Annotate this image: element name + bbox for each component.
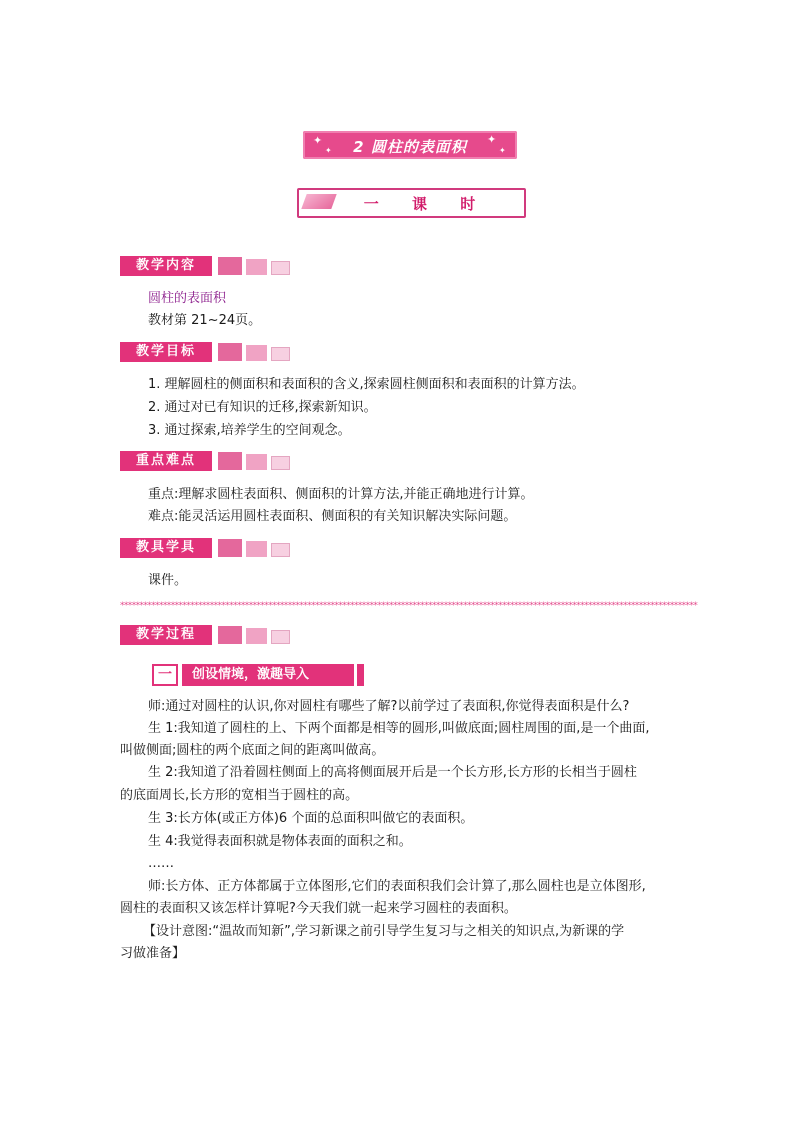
star-icon: ✦ [487,133,497,146]
section-label: 教学目标 [120,342,212,362]
goal-item: 2. 通过对已有知识的迁移,探索新知识。 [148,400,377,415]
content-topic: 圆柱的表面积 [148,291,227,306]
content-pages: 教材第 21~24页。 [148,313,262,328]
step-title-bar [182,664,364,686]
dialogue-line: 生 2:我知道了沿着圆柱侧面上的高将侧面展开后是一个长方形,长方形的长相当于圆柱 [148,765,637,780]
dialogue-line: 圆柱的表面积又该怎样计算呢?今天我们就一起来学习圆柱的表面积。 [120,901,517,916]
decor-square [218,257,242,275]
section-label: 教学过程 [120,625,212,645]
tools-text: 课件。 [148,573,188,588]
ellipsis-line: …… [148,856,174,871]
key-point: 重点:理解求圆柱表面积、侧面积的计算方法,并能正确地进行计算。 [148,487,534,502]
decor-square [218,452,242,470]
decor-square [271,456,290,470]
decor-square [218,626,242,644]
decorative-ribbon [301,194,336,209]
section-header-process [120,625,295,645]
dialogue-line: 师:长方体、正方体都属于立体图形,它们的表面积我们会计算了,那么圆柱也是立体图形, [148,879,646,894]
section-header-content [120,256,295,276]
section-label: 重点难点 [120,451,212,471]
lesson-label-box [297,188,526,218]
section-label: 教学内容 [120,256,212,276]
decor-square [218,343,242,361]
section-header-keypoints [120,451,295,471]
step-header [152,664,364,686]
difficult-point: 难点:能灵活运用圆柱表面积、侧面积的有关知识解决实际问题。 [148,509,517,524]
section-header-goals [120,342,295,362]
decor-square [271,261,290,275]
goal-item: 3. 通过探索,培养学生的空间观念。 [148,423,351,438]
dialogue-line: 生 1:我知道了圆柱的上、下两个面都是相等的圆形,叫做底面;圆柱周围的面,是一个曲面, [148,721,650,736]
decor-square [246,454,267,470]
design-intent-line: 习做准备】 [120,946,186,961]
decor-square [271,347,290,361]
decor-square [246,628,267,644]
star-icon: ✦ [325,146,332,155]
dialogue-line: 叫做侧面;圆柱的两个底面之间的距离叫做高。 [120,743,385,758]
dialogue-line: 的底面周长,长方形的宽相当于圆柱的高。 [120,788,359,803]
chapter-title: 2 圆柱的表面积 [353,138,467,156]
star-divider: **************************************************************************************************************************************************** [120,601,698,611]
dialogue-line: 师:通过对圆柱的认识,你对圆柱有哪些了解?以前学过了表面积,你觉得表面积是什么? [148,699,630,714]
star-icon: ✦ [313,134,323,147]
lesson-label: 一 课 时 [363,195,490,213]
step-number: 一 [152,664,178,686]
step-title: 创设情境，激趣导入 [192,667,310,682]
design-intent-line: 【设计意图:“温故而知新”,学习新课之前引导学生复习与之相关的知识点,为新课的学 [143,924,625,939]
decor-square [246,259,267,275]
section-label: 教具学具 [120,538,212,558]
decor-square [246,345,267,361]
chapter-title-banner [303,131,517,159]
section-header-tools [120,538,295,558]
decor-square [218,539,242,557]
dialogue-line: 生 4:我觉得表面积就是物体表面的面积之和。 [148,834,412,849]
goal-item: 1. 理解圆柱的侧面积和表面积的含义,探索圆柱侧面积和表面积的计算方法。 [148,377,585,392]
dialogue-line: 生 3:长方体(或正方体)6 个面的总面积叫做它的表面积。 [148,811,474,826]
star-icon: ✦ [499,146,506,155]
decor-square [271,630,290,644]
decor-square [271,543,290,557]
decor-square [246,541,267,557]
